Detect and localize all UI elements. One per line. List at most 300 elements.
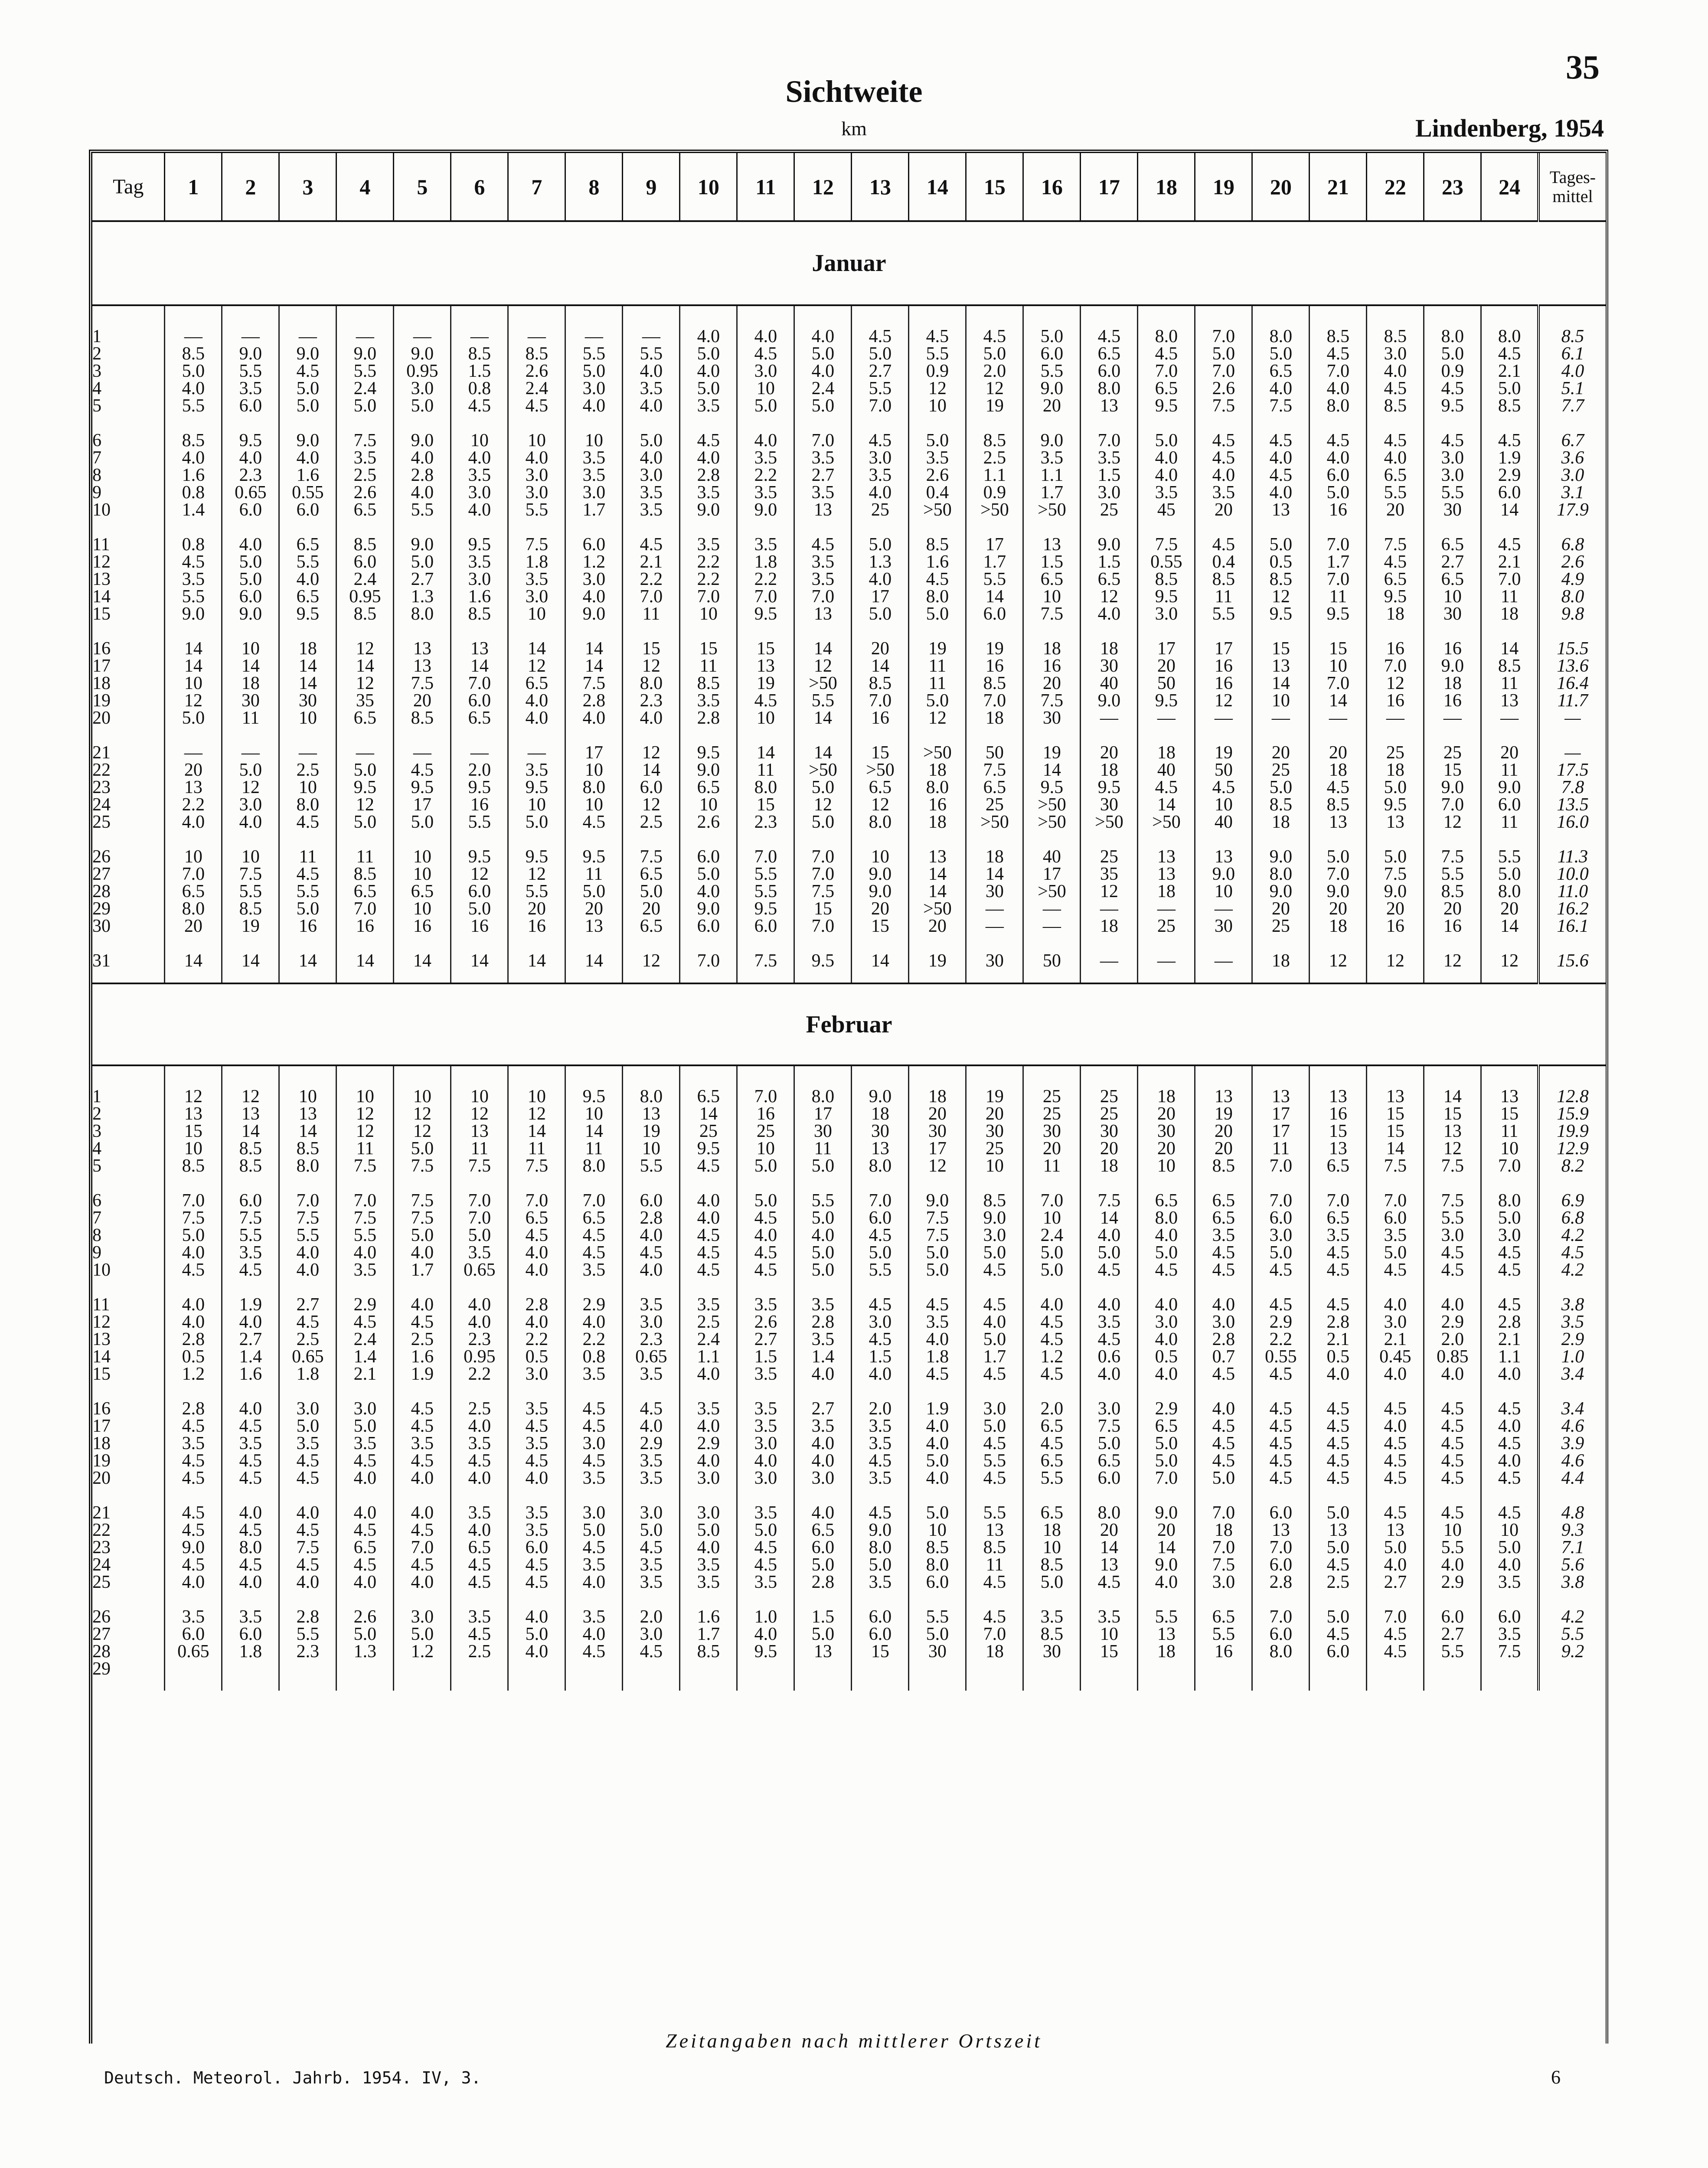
value-cell: 7.5 [926, 1225, 949, 1245]
value-cell: 4.5 [869, 1451, 892, 1471]
group-spacer [909, 519, 965, 536]
value-cell: 5.0 [1326, 1538, 1350, 1557]
value-cell: 7.0 [1269, 1191, 1293, 1211]
hour-column [508, 305, 565, 983]
value-cell: 7.0 [811, 847, 835, 867]
value-cell: 6.0 [869, 1624, 892, 1644]
value-cell: 2.8 [525, 1295, 549, 1315]
value-cell: 2.4 [353, 569, 377, 589]
value-cell: 4.5 [983, 1295, 1006, 1315]
value-cell: 3.5 [582, 1468, 606, 1488]
group-spacer [1024, 623, 1080, 640]
month-row [92, 983, 1606, 1065]
value-cell: 5.5 [353, 361, 377, 381]
value-cell: 19 [642, 1121, 660, 1141]
value-cell: 4.0 [697, 882, 720, 901]
group-spacer [394, 519, 450, 536]
group-spacer [1081, 623, 1137, 640]
value-cell: 4.5 [926, 1364, 949, 1384]
value-cell: 20 [1100, 743, 1118, 763]
column-values [1310, 1066, 1366, 1691]
value-cell: 11 [928, 673, 947, 693]
value-cell: 16 [1214, 656, 1233, 676]
value-cell: 2.5 [296, 1329, 320, 1349]
value-cell: 4.0 [1441, 1364, 1464, 1384]
value-cell: 1.5 [754, 1347, 777, 1367]
group-spacer [337, 1487, 393, 1504]
value-cell: 4.5 [869, 327, 892, 346]
value-cell: 10 [1100, 1624, 1118, 1644]
value-cell: 3.5 [926, 448, 949, 468]
value-cell: 10 [298, 1087, 317, 1107]
value-cell: 4.5 [1441, 1243, 1464, 1263]
value-cell: 7.5 [525, 1156, 549, 1176]
value-cell: 6.0 [239, 396, 262, 416]
value-cell: 0.8 [182, 535, 205, 555]
day-number: 23 [92, 777, 111, 797]
value-cell: 10 [413, 847, 431, 867]
value-cell: 3.5 [640, 1364, 663, 1384]
group-spacer [852, 1175, 908, 1192]
group-spacer [509, 935, 565, 952]
value-cell: 3.5 [697, 1572, 720, 1592]
header-daily-mean [1538, 153, 1606, 221]
value-cell: 17 [1157, 639, 1176, 659]
group-spacer [1482, 1175, 1537, 1192]
value-cell: — [985, 916, 1004, 936]
group-spacer [280, 831, 336, 848]
value-cell: 16.2 [1557, 899, 1589, 919]
group-spacer [1081, 415, 1137, 432]
value-cell: 6.9 [1561, 1191, 1584, 1211]
value-cell: 4.2 [1561, 1225, 1584, 1245]
value-cell: 2.7 [1441, 552, 1464, 572]
value-cell [795, 1660, 851, 1678]
value-cell: 7.0 [1212, 1538, 1235, 1557]
group-spacer [1081, 1591, 1137, 1608]
value-cell: 4.5 [182, 1520, 205, 1540]
column-values [1424, 1066, 1480, 1691]
value-cell: 7.0 [468, 1191, 491, 1211]
hour-column [1367, 305, 1424, 983]
value-cell: 1.8 [754, 552, 777, 572]
value-cell: 4.5 [353, 1451, 377, 1471]
value-cell: 8.0 [869, 812, 892, 832]
value-cell: 9.0 [296, 344, 320, 364]
group-spacer [909, 1175, 965, 1192]
group-spacer [222, 415, 278, 432]
value-cell: 4.5 [1269, 1468, 1293, 1488]
value-cell: 4.5 [1498, 1399, 1521, 1419]
day-number: 12 [92, 1312, 111, 1332]
value-cell: 4.0 [1384, 1416, 1407, 1436]
group-spacer [1310, 727, 1366, 744]
value-cell: 4.0 [239, 1572, 262, 1592]
group-spacer [566, 831, 622, 848]
value-cell [967, 1660, 1022, 1678]
group-spacer [680, 623, 736, 640]
value-cell: 2.2 [640, 569, 663, 589]
value-cell: 6.5 [353, 1538, 377, 1557]
value-cell: 4.5 [239, 1260, 262, 1280]
value-cell: 13 [1386, 812, 1404, 832]
value-cell: 8.5 [239, 1139, 262, 1159]
value-cell: 5.0 [1384, 847, 1407, 867]
column-values [509, 306, 565, 983]
value-cell: 8.5 [1212, 1156, 1235, 1176]
hour-column [1023, 1065, 1081, 1691]
group-spacer [1310, 623, 1366, 640]
value-cell: 7.0 [582, 1191, 606, 1211]
group-spacer [165, 1175, 221, 1192]
group-spacer [509, 519, 565, 536]
value-cell: 10 [1214, 882, 1233, 901]
value-cell: 11 [1500, 587, 1519, 607]
value-cell: 9.0 [1441, 777, 1464, 797]
group-spacer [394, 935, 450, 952]
value-cell: 7.0 [468, 1208, 491, 1228]
value-cell: 5.5 [926, 1607, 949, 1627]
page-title: Sichtweite [785, 74, 923, 109]
hour-column [565, 1065, 623, 1691]
group-spacer [1424, 1383, 1480, 1400]
header-hour-15: 15 [966, 153, 1023, 221]
value-cell: 4.5 [296, 1520, 320, 1540]
group-spacer [852, 1591, 908, 1608]
hour-column [623, 305, 680, 983]
value-cell: 20 [1386, 500, 1404, 520]
value-cell: 4.5 [1498, 1503, 1521, 1523]
group-spacer [1310, 1383, 1366, 1400]
value-cell [1253, 1660, 1309, 1678]
value-cell: 14 [356, 951, 374, 971]
unit-label: km [841, 118, 867, 140]
hour-column [680, 1065, 737, 1691]
value-cell: 25 [1042, 1104, 1061, 1124]
value-cell: >50 [980, 500, 1009, 520]
value-cell: 7.0 [1384, 1607, 1407, 1627]
value-cell: 4.5 [1441, 1468, 1464, 1488]
value-cell: 9.0 [1441, 656, 1464, 676]
value-cell: 8.5 [468, 344, 491, 364]
value-cell: — [298, 743, 317, 763]
value-cell: 2.8 [697, 465, 720, 485]
group-spacer [1482, 831, 1537, 848]
value-cell: 4.0 [353, 1503, 377, 1523]
group-spacer [1024, 1279, 1080, 1296]
value-cell: 6.0 [525, 1538, 549, 1557]
value-cell: 7.0 [983, 1624, 1006, 1644]
value-cell: 4.0 [296, 448, 320, 468]
group-spacer [1195, 1279, 1251, 1296]
column-values [1081, 1066, 1137, 1691]
value-cell: 4.0 [182, 1295, 205, 1315]
value-cell: 4.5 [582, 1642, 606, 1662]
value-cell: 1.5 [811, 1607, 835, 1627]
value-cell: 15 [184, 1121, 202, 1141]
column-values [1138, 306, 1194, 983]
value-cell: 2.9 [640, 1433, 663, 1453]
value-cell: 4.5 [1441, 1451, 1464, 1471]
month-data-row [92, 1065, 1606, 1691]
value-cell: 5.5 [811, 1191, 835, 1211]
value-cell: 5.0 [1155, 1433, 1178, 1453]
value-cell: 7.5 [926, 1208, 949, 1228]
value-cell: 5.5 [1441, 1642, 1464, 1662]
value-cell: 17 [1271, 1104, 1290, 1124]
value-cell: 3.5 [182, 569, 205, 589]
value-cell: 20 [1100, 1520, 1118, 1540]
group-spacer [1253, 1487, 1309, 1504]
value-cell [1482, 1660, 1537, 1678]
value-cell: 4.0 [182, 379, 205, 398]
value-cell: — [1214, 708, 1233, 728]
group-spacer [1253, 727, 1309, 744]
group-spacer [1310, 519, 1366, 536]
value-cell: 14 [184, 951, 202, 971]
value-cell: 25 [1271, 916, 1290, 936]
value-cell: 6.8 [1561, 535, 1584, 555]
value-cell: 18 [1100, 639, 1118, 659]
value-cell: 1.8 [525, 552, 549, 572]
value-cell: 15.9 [1557, 1104, 1589, 1124]
column-values [394, 306, 450, 983]
value-cell: 4.0 [1155, 1364, 1178, 1384]
hour-column [966, 1065, 1023, 1691]
value-cell: 4.0 [640, 448, 663, 468]
value-cell: 3.0 [983, 1225, 1006, 1245]
value-cell: 7.5 [1155, 535, 1178, 555]
value-cell: 4.0 [525, 1312, 549, 1332]
value-cell: 2.8 [640, 1208, 663, 1228]
value-cell: 4.0 [1155, 1295, 1178, 1315]
value-cell: 5.0 [1498, 1208, 1521, 1228]
value-cell: 9.0 [182, 604, 205, 624]
value-cell: 15 [1443, 1104, 1462, 1124]
value-cell: 7.0 [754, 847, 777, 867]
value-cell: 4.8 [1561, 1503, 1584, 1523]
column-values [1024, 306, 1080, 983]
value-cell: 4.0 [411, 1243, 434, 1263]
value-cell: 17.5 [1557, 760, 1589, 780]
value-cell: >50 [809, 760, 837, 780]
visibility-table [92, 153, 1606, 1691]
group-spacer [1540, 1279, 1606, 1296]
value-cell: 3.5 [811, 1329, 835, 1349]
day-number: 24 [92, 795, 111, 815]
value-cell: 9.0 [926, 1191, 949, 1211]
value-cell: 7.0 [468, 673, 491, 693]
value-cell: 2.7 [1384, 1572, 1407, 1592]
value-cell: 7.0 [1326, 535, 1350, 555]
value-cell: 1.9 [239, 1295, 262, 1315]
value-cell: 14 [1157, 1538, 1176, 1557]
group-spacer [509, 415, 565, 432]
column-values [451, 306, 507, 983]
group-spacer [337, 1383, 393, 1400]
value-cell: 20 [985, 1104, 1004, 1124]
group-spacer [1253, 831, 1309, 848]
group-spacer [566, 1175, 622, 1192]
value-cell: 7.0 [1441, 795, 1464, 815]
value-cell: 3.8 [1561, 1295, 1584, 1315]
group-spacer [222, 1175, 278, 1192]
value-cell: 12 [184, 1087, 202, 1107]
value-cell: 3.5 [811, 448, 835, 468]
column-values [1253, 1066, 1309, 1691]
value-cell: 8.5 [983, 1538, 1006, 1557]
value-cell: 7.5 [239, 864, 262, 884]
day-number: 13 [92, 569, 111, 589]
value-cell: 6.0 [239, 587, 262, 607]
group-spacer [1138, 1591, 1194, 1608]
hour-column [737, 305, 794, 983]
group-spacer [394, 1175, 450, 1192]
group-spacer [623, 1279, 679, 1296]
value-cell: 15.6 [1557, 951, 1589, 971]
value-cell: 4.5 [296, 361, 320, 381]
value-cell: 9.5 [468, 535, 491, 555]
value-cell: 14 [241, 1121, 260, 1141]
value-cell: 3.0 [1384, 344, 1407, 364]
column-values [852, 306, 908, 983]
value-cell: 4.5 [239, 1468, 262, 1488]
group-spacer [852, 831, 908, 848]
value-cell: 3.5 [697, 1295, 720, 1315]
value-cell: 10 [241, 639, 260, 659]
group-spacer [92, 1487, 164, 1504]
value-cell: 4.0 [468, 1312, 491, 1332]
value-cell: 25 [1100, 1087, 1118, 1107]
group-spacer [337, 415, 393, 432]
value-cell: 7.0 [353, 1191, 377, 1211]
value-cell: 15 [699, 639, 718, 659]
value-cell: 35 [1100, 864, 1118, 884]
value-cell: 12.8 [1557, 1087, 1589, 1107]
value-cell: 2.6 [754, 1312, 777, 1332]
value-cell: 4.0 [1498, 1416, 1521, 1436]
value-cell: 8.5 [869, 673, 892, 693]
value-cell: 3.5 [525, 569, 549, 589]
value-cell: 14 [470, 951, 489, 971]
value-cell: 5.5 [1212, 604, 1235, 624]
value-cell: 15 [1500, 1104, 1519, 1124]
value-cell: 30 [985, 1121, 1004, 1141]
value-cell: 30 [871, 1121, 889, 1141]
value-cell: 9.0 [1097, 535, 1121, 555]
day-number: 25 [92, 812, 111, 832]
column-values [1424, 306, 1480, 983]
value-cell: 7.0 [1097, 431, 1121, 451]
value-cell: 4.5 [468, 1572, 491, 1592]
value-cell: 2.4 [353, 379, 377, 398]
group-spacer [280, 727, 336, 744]
value-cell: 4.5 [983, 327, 1006, 346]
group-spacer [1195, 1175, 1251, 1192]
value-cell: 14 [813, 708, 832, 728]
group-spacer [680, 415, 736, 432]
value-cell: 2.6 [1212, 379, 1235, 398]
value-cell: 6.5 [1097, 569, 1121, 589]
value-cell: 7.5 [525, 535, 549, 555]
value-cell: 6.5 [411, 882, 434, 901]
value-cell: 2.5 [411, 1329, 434, 1349]
header-hour-7: 7 [508, 153, 565, 221]
value-cell: 3.5 [869, 465, 892, 485]
group-spacer [451, 831, 507, 848]
value-cell: 9.5 [468, 777, 491, 797]
value-cell: 6.5 [640, 916, 663, 936]
value-cell: 5.0 [525, 812, 549, 832]
value-cell: 9.0 [411, 535, 434, 555]
value-cell: 7.5 [1040, 604, 1064, 624]
value-cell: 3.8 [1561, 1572, 1584, 1592]
day-number: 5 [92, 1156, 101, 1176]
value-cell: 2.5 [468, 1399, 491, 1419]
value-cell [1195, 1660, 1251, 1678]
hour-column [1195, 305, 1252, 983]
value-cell: 20 [527, 899, 546, 919]
value-cell: 4.5 [869, 431, 892, 451]
group-spacer [1540, 623, 1606, 640]
column-values [1024, 1066, 1080, 1691]
group-spacer [280, 935, 336, 952]
value-cell: 3.6 [1561, 448, 1584, 468]
group-spacer [280, 1279, 336, 1296]
value-cell: 5.0 [411, 552, 434, 572]
value-cell: 13 [413, 639, 431, 659]
value-cell: 3.5 [811, 1416, 835, 1436]
value-cell: 12 [356, 1104, 374, 1124]
value-cell: 4.0 [640, 1225, 663, 1245]
value-cell: 4.5 [869, 1225, 892, 1245]
group-spacer [509, 1279, 565, 1296]
value-cell: 4.0 [1326, 379, 1350, 398]
value-cell: 14 [642, 760, 660, 780]
value-cell: 18 [985, 847, 1004, 867]
value-cell: 10 [298, 708, 317, 728]
group-spacer [566, 1383, 622, 1400]
value-cell: 2.0 [1040, 1399, 1064, 1419]
value-cell: 0.6 [1097, 1347, 1121, 1367]
value-cell: 3.5 [869, 1572, 892, 1592]
group-spacer [1310, 1175, 1366, 1192]
value-cell: 20 [1042, 673, 1061, 693]
value-cell: 13 [642, 1104, 660, 1124]
value-cell: 9.0 [239, 344, 262, 364]
hour-column [852, 1065, 909, 1691]
value-cell: 11 [757, 760, 775, 780]
value-cell: 11.3 [1557, 847, 1588, 867]
group-spacer [1024, 1383, 1080, 1400]
value-cell: 4.2 [1561, 1260, 1584, 1280]
value-cell: 8.5 [1269, 569, 1293, 589]
value-cell: 0.45 [1379, 1347, 1411, 1367]
hour-column [279, 305, 336, 983]
day-number: 5 [92, 396, 101, 416]
value-cell: 4.5 [182, 1468, 205, 1488]
group-spacer [566, 519, 622, 536]
value-cell: 2.8 [296, 1607, 320, 1627]
value-cell: 14 [871, 951, 889, 971]
value-cell: 2.9 [353, 1295, 377, 1315]
value-cell: 2.3 [239, 465, 262, 485]
value-cell: 17 [1271, 1121, 1290, 1141]
value-cell: 4.0 [1097, 604, 1121, 624]
value-cell: 4.0 [525, 1243, 549, 1263]
group-spacer [738, 1383, 794, 1400]
value-cell: 3.5 [582, 465, 606, 485]
